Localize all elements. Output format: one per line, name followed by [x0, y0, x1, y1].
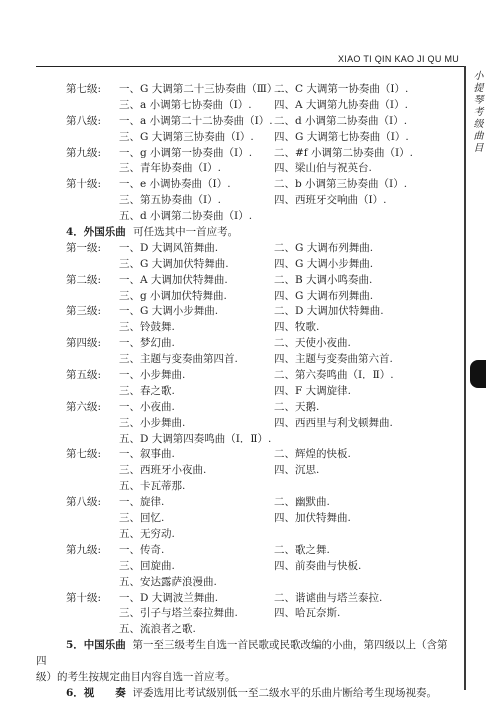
- level-label: 第八级:: [66, 114, 102, 127]
- level-label: 第九级:: [66, 543, 102, 556]
- section-text: 评委选用比考试级别低一至二级水平的乐曲片断给考生现场视奏。: [132, 686, 437, 699]
- page-content: [36, 82, 460, 702]
- list-item: 二、D 大调加伏特舞曲.: [274, 305, 384, 318]
- list-item: 三、g 小调加伏特舞曲.: [119, 289, 227, 302]
- list-item: 一、小夜曲.: [119, 400, 175, 413]
- list-row: [36, 82, 460, 98]
- list-row: [36, 527, 460, 543]
- list-item: 四、G 大调布列舞曲.: [274, 289, 374, 302]
- list-row: [36, 209, 460, 225]
- section-note: 可任选其中一首应考。: [133, 226, 239, 239]
- list-item: 五、D 大调第四奏鸣曲（Ⅰ．Ⅱ）.: [119, 432, 272, 445]
- list-item: 三、小步舞曲.: [119, 416, 186, 429]
- list-item: 三、西班牙小夜曲.: [119, 464, 207, 477]
- list-item: 一、叙事曲.: [119, 448, 175, 461]
- level-label: 第八级:: [66, 496, 102, 509]
- list-row: [36, 130, 460, 146]
- list-item: 二、b 小调第三协奏曲（Ⅰ）.: [274, 178, 408, 191]
- running-header: XIAO TI QIN KAO JI QU MU: [338, 54, 460, 64]
- list-row: [36, 161, 460, 177]
- section-title: 4．外国乐曲: [66, 226, 126, 239]
- list-row: [36, 289, 460, 305]
- section-text: 第一至三级考生自选一首民歌或民歌改编的小曲，第四级以上（含第四: [36, 639, 448, 668]
- list-row: [36, 463, 460, 479]
- section-6-paragraph: [36, 686, 460, 702]
- list-item: 四、G 大调第七协奏曲（Ⅰ）.: [274, 130, 409, 143]
- list-item: 二、歌之舞.: [274, 543, 330, 556]
- list-row: [36, 447, 460, 463]
- level-label: 第六级:: [66, 400, 102, 413]
- section-5-paragraph: [36, 638, 460, 686]
- list-item: 四、哈瓦奈斯.: [274, 607, 341, 620]
- list-item: 三、第五协奏曲（Ⅰ）.: [119, 194, 221, 207]
- list-row: [36, 479, 460, 495]
- list-item: 二、G 大调布列舞曲.: [274, 241, 374, 254]
- list-row: [36, 336, 460, 352]
- list-row: [36, 273, 460, 289]
- list-item: 四、主题与变奏曲第六首.: [274, 353, 393, 366]
- list-item: 三、春之歌.: [119, 384, 175, 397]
- list-item: 三、回忆.: [119, 512, 165, 525]
- list-row: [36, 432, 460, 448]
- section-title: 5．中国乐曲: [66, 639, 126, 652]
- list-item: 四、牧歌.: [274, 321, 320, 334]
- list-item: 四、梁山伯与祝英台.: [274, 162, 372, 175]
- list-row: [36, 98, 460, 114]
- list-item: 五、d 小调第二协奏曲（Ⅰ）.: [119, 210, 253, 223]
- list-item: 二、第六奏鸣曲（Ⅰ．Ⅱ）.: [274, 369, 394, 382]
- list-row: [36, 543, 460, 559]
- list-item: 四、西班牙交响曲（Ⅰ）.: [274, 194, 387, 207]
- list-item: 二、#f 小调第二协奏曲（Ⅰ）.: [274, 146, 414, 159]
- list-row: [36, 511, 460, 527]
- list-item: 三、主题与变奏曲第四首.: [119, 353, 238, 366]
- list-row: [36, 304, 460, 320]
- level-label: 第七级:: [66, 83, 102, 95]
- list-item: 三、引子与塔兰泰拉舞曲.: [119, 607, 238, 620]
- list-item: 四、A 大调第九协奏曲（Ⅰ）.: [274, 98, 408, 111]
- list-row: [36, 257, 460, 273]
- list-item: 三、G 大调第三协奏曲（Ⅰ）.: [119, 130, 254, 143]
- level-label: 第三级:: [66, 305, 102, 318]
- list-item: 四、沉思.: [274, 464, 320, 477]
- level-label: 第二级:: [66, 273, 102, 286]
- list-item: 二、C 大调第一协奏曲（Ⅰ）.: [274, 83, 409, 95]
- side-title: 小提琴考级曲目: [471, 70, 482, 154]
- list-item: 三、回旋曲.: [119, 559, 175, 572]
- page-edge-marker: [470, 360, 486, 388]
- list-item: 三、铃鼓舞.: [119, 321, 175, 334]
- list-row: [36, 114, 460, 130]
- section-title: 6．视 奏: [66, 686, 126, 699]
- level-label: 第五级:: [66, 369, 102, 382]
- list-item: 三、a 小调第七协奏曲（Ⅰ）.: [119, 98, 252, 111]
- header-rule: [36, 66, 464, 67]
- list-item: 二、B 大调小鸣奏曲.: [274, 273, 373, 286]
- list-item: 一、D 大调风笛舞曲.: [119, 241, 219, 254]
- list-item: 二、天鹅.: [274, 400, 320, 413]
- list-row: [36, 320, 460, 336]
- list-row: [36, 241, 460, 257]
- list-item: 一、D 大调波兰舞曲.: [119, 591, 219, 604]
- list-row: [36, 495, 460, 511]
- level-label: 第一级:: [66, 241, 102, 254]
- list-item: 四、西西里与利戈顿舞曲.: [274, 416, 393, 429]
- list-row: [36, 575, 460, 591]
- list-item: 一、e 小调协奏曲（Ⅰ）.: [119, 178, 231, 191]
- list-item: 一、传奇.: [119, 543, 165, 556]
- list-item: 二、d 小调第二协奏曲（Ⅰ）.: [274, 114, 408, 127]
- side-rule: [464, 66, 466, 690]
- list-item: 五、流浪者之歌.: [119, 623, 196, 636]
- list-row: [36, 368, 460, 384]
- list-row: [36, 622, 460, 638]
- level-label: 第七级:: [66, 448, 102, 461]
- list-row: [36, 352, 460, 368]
- list-item: 三、青年协奏曲（Ⅰ）.: [119, 162, 221, 175]
- list-item: 一、G 大调第二十三协奏曲（Ⅲ）.: [119, 83, 281, 95]
- list-item: 一、a 小调第二十二协奏曲（Ⅰ）.: [119, 114, 273, 127]
- list-item: 二、谐谑曲与塔兰泰拉.: [274, 591, 383, 604]
- list-item: 一、A 大调加伏特舞曲.: [119, 273, 228, 286]
- list-item: 一、小步舞曲.: [119, 369, 186, 382]
- level-label: 第九级:: [66, 146, 102, 159]
- list-item: 二、天使小夜曲.: [274, 337, 351, 350]
- list-item: 二、幽默曲.: [274, 496, 330, 509]
- list-row: [36, 606, 460, 622]
- list-item: 一、g 小调第一协奏曲（Ⅰ）.: [119, 146, 253, 159]
- list-row: [36, 146, 460, 162]
- level-label: 第十级:: [66, 591, 102, 604]
- list-row: [36, 416, 460, 432]
- list-item: 四、前奏曲与快板.: [274, 559, 362, 572]
- level-label: 第十级:: [66, 178, 102, 191]
- list-item: 一、旋律.: [119, 496, 165, 509]
- level-label: 第四级:: [66, 337, 102, 350]
- list-item: 四、F 大调旋律.: [274, 384, 351, 397]
- list-item: 一、G 大调小步舞曲.: [119, 305, 219, 318]
- list-item: 五、无穷动.: [119, 527, 175, 540]
- list-row: [36, 177, 460, 193]
- section-text: 级）的考生按规定曲目内容自选一首应考。: [36, 670, 236, 683]
- list-item: 一、梦幻曲.: [119, 337, 175, 350]
- list-row: [36, 400, 460, 416]
- list-row: [36, 559, 460, 575]
- list-item: 五、卡瓦蒂那.: [119, 480, 186, 493]
- list-item: 四、加伏特舞曲.: [274, 512, 351, 525]
- list-item: 二、辉煌的快板.: [274, 448, 351, 461]
- list-item: 三、G 大调加伏特舞曲.: [119, 257, 229, 270]
- section-heading: [36, 225, 460, 241]
- list-item: 四、G 大调小步舞曲.: [274, 257, 374, 270]
- list-item: 五、安达露萨浪漫曲.: [119, 575, 217, 588]
- list-row: [36, 384, 460, 400]
- list-row: [36, 193, 460, 209]
- list-row: [36, 591, 460, 607]
